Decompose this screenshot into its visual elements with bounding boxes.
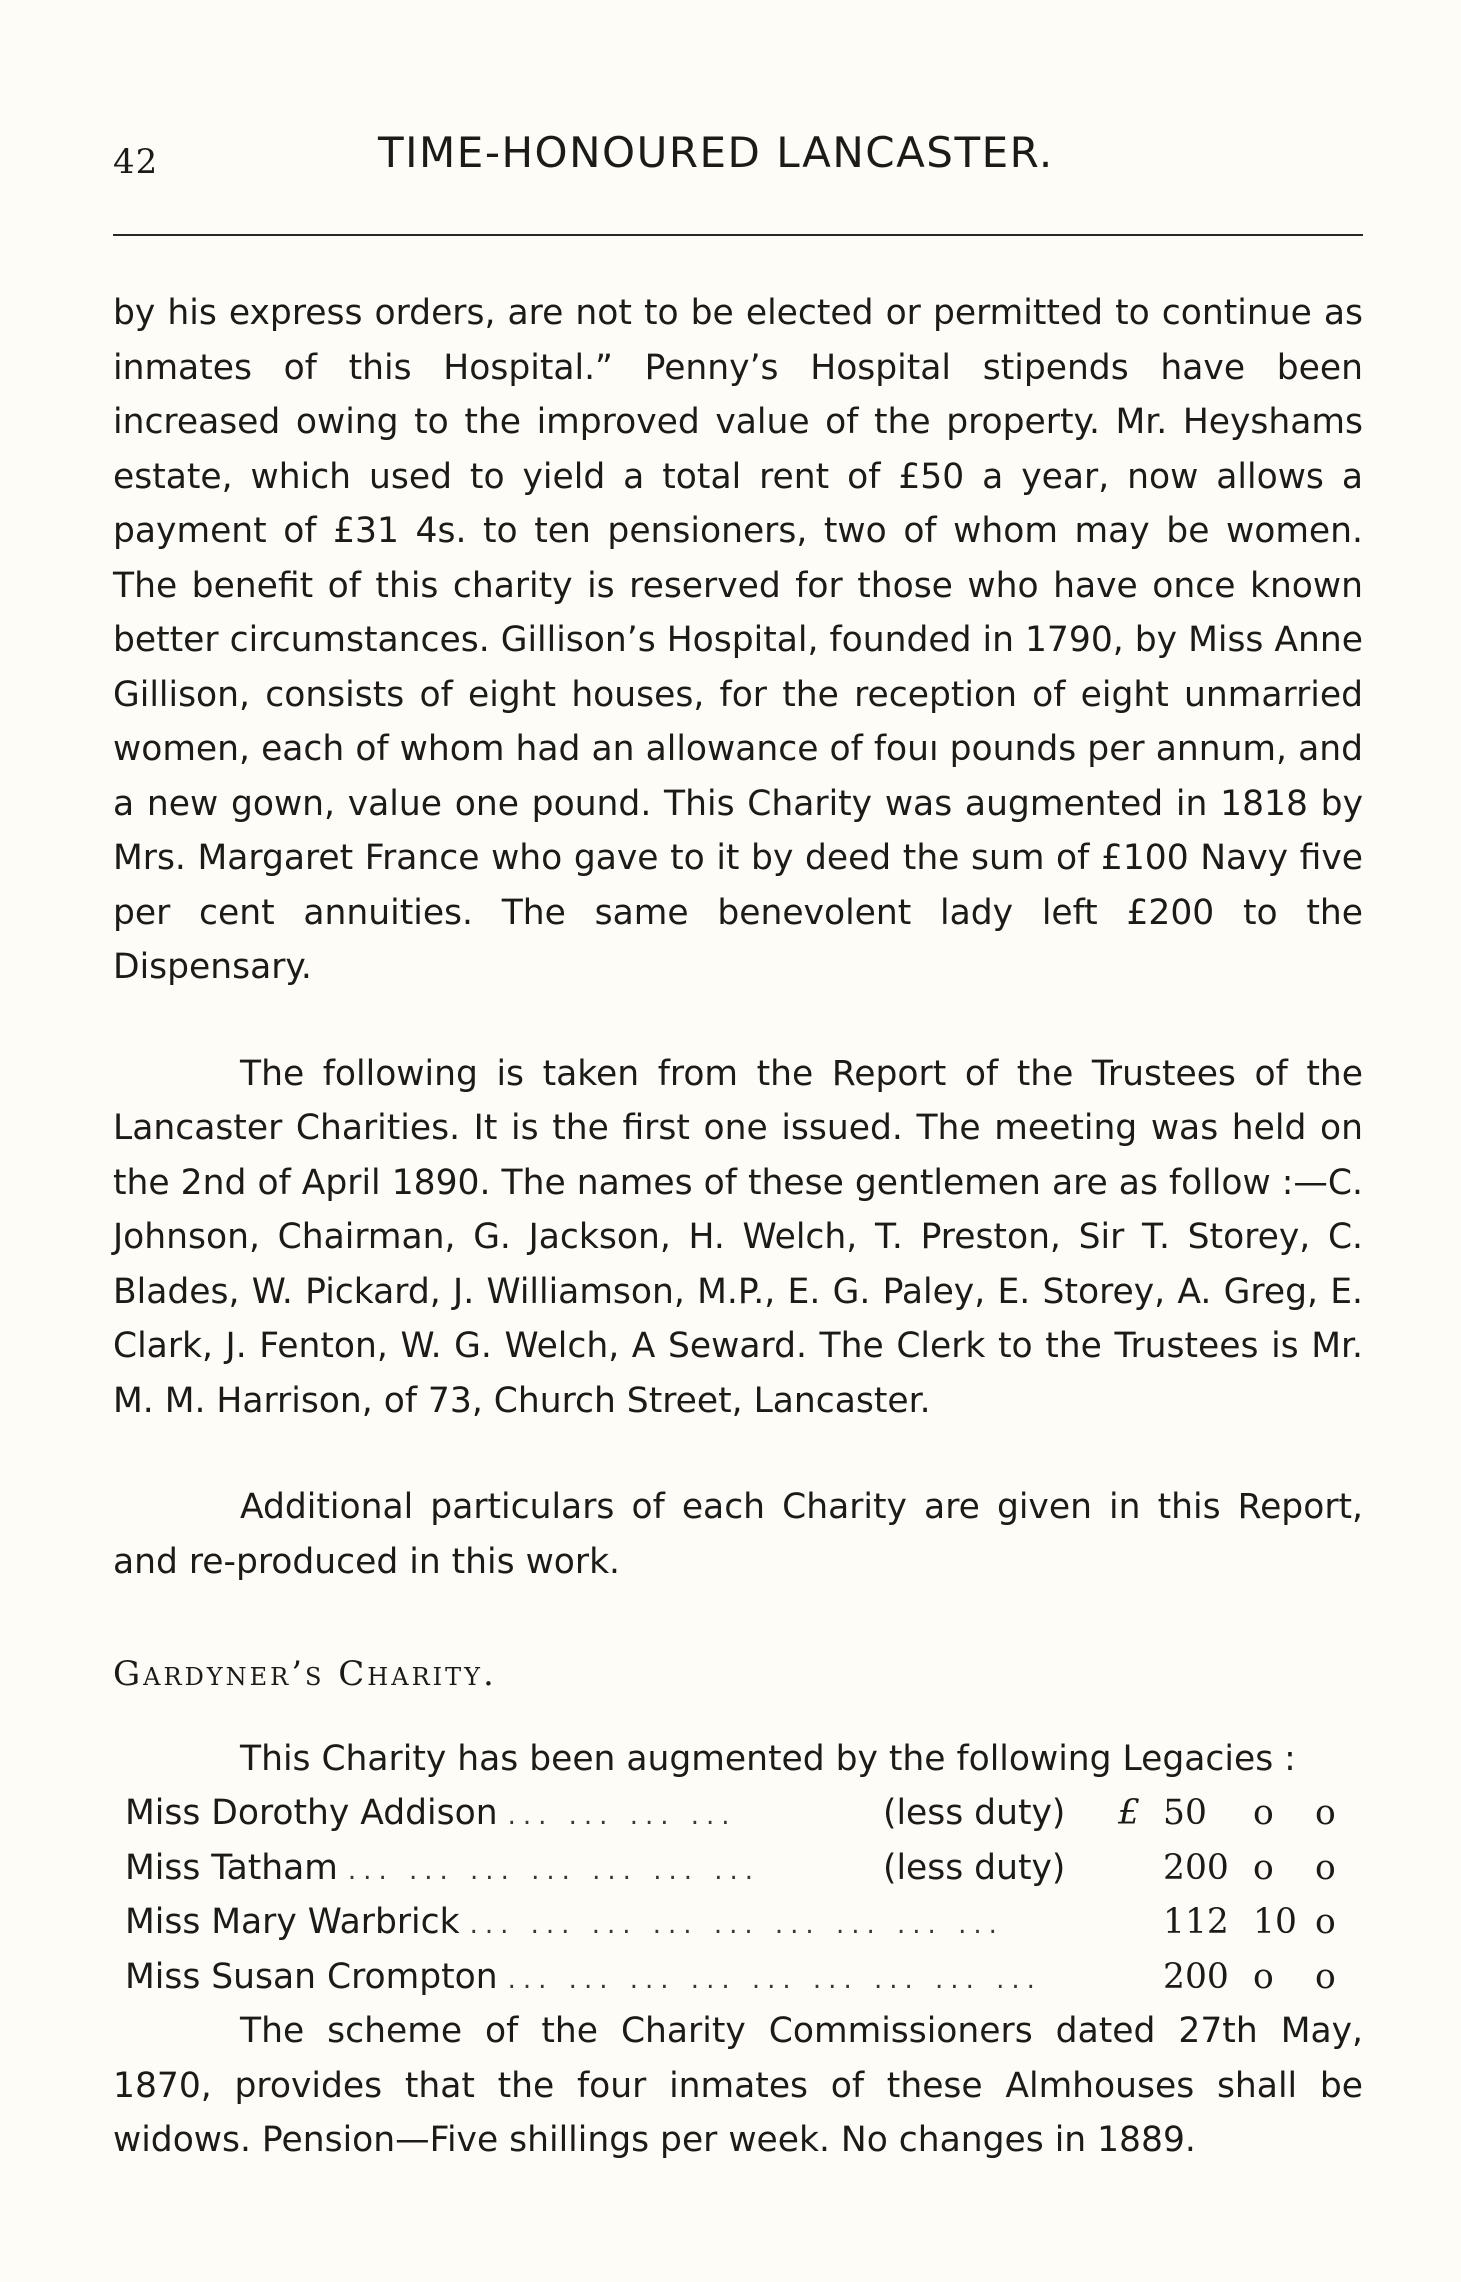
legacies-list	[113, 1786, 1363, 2004]
paragraph-additional-particulars: Additional particulars of each Charity are given in this Report, and re-produced in this work.	[113, 1487, 1363, 1582]
amount-pence: o	[1315, 1902, 1336, 1942]
amount-pence: o	[1315, 1847, 1336, 1888]
amount-pence: o	[1315, 1956, 1336, 1997]
legacy-note: (less duty)	[883, 1793, 1066, 1833]
legacy-amount	[1163, 1841, 1363, 1896]
amount-pounds: 200	[1163, 1956, 1229, 1997]
legacy-name: Miss Dorothy Addison	[125, 1793, 498, 1833]
amount-shillings: o	[1253, 1847, 1274, 1888]
legacy-row	[113, 1841, 1363, 1896]
legacy-name: Miss Mary Warbrick	[125, 1902, 460, 1942]
amount-shillings: 10	[1253, 1902, 1297, 1942]
body-text	[113, 286, 1363, 2168]
paragraph-penny-hospital: by his express orders, are not to be elected or permitted to continue as inmates of this Hospital.” Penny’s Hospital stipends have been increased owing to the improved value of the property. Mr. Heyshams estate, which used to yield a total rent of £50 a year, now allows a payment of £31 4s. to ten pensioners, two of whom may be women. The benefit of this charity is reserved for those who have once known better circumstances. Gillison’s Hospital, founded in 1790, by Miss Anne Gillison, consists of eight houses, for the reception of eight unmarried women, each of whom had an allowance of fouı pounds per annum, and a new gown, value one pound. This Charity was augmented in 1818 by Mrs. Margaret France who gave to it by deed the sum of £100 Navy five per cent annuities. The same benevolent lady left £200 to the Dispensary.	[113, 293, 1363, 987]
paragraph-commissioners-scheme: The scheme of the Charity Commissioners dated 27th May, 1870, provides that the four inmates of these Almhouses shall be widows. Pension—Five shillings per week. No changes in 1889.	[113, 2011, 1363, 2160]
page-header	[113, 128, 1363, 188]
page-number: 42	[113, 142, 159, 182]
legacy-name: Miss Tatham	[125, 1847, 338, 1888]
legacy-note: (less duty)	[883, 1847, 1066, 1888]
legacy-row	[113, 1786, 1363, 1841]
amount-shillings: o	[1253, 1793, 1274, 1833]
amount-pence: o	[1315, 1793, 1336, 1833]
dot-leader: ... ... ... ... ... ... ... ... ...	[507, 1964, 1042, 1995]
legacy-amount	[1163, 1950, 1363, 2005]
legacy-amount	[1163, 1895, 1363, 1950]
legacy-name: Miss Susan Crompton	[125, 1956, 498, 1997]
dot-leader: ... ... ... ...	[507, 1801, 737, 1831]
legacy-row	[113, 1895, 1363, 1950]
amount-pounds: 200	[1163, 1847, 1229, 1888]
amount-pounds: 112	[1163, 1902, 1229, 1942]
currency-symbol: £	[1118, 1793, 1140, 1833]
legacies-intro: This Charity has been augmented by the following Legacies :	[240, 1738, 1296, 1779]
header-rule	[113, 234, 1363, 236]
amount-shillings: o	[1253, 1956, 1274, 1997]
legacy-row	[113, 1950, 1363, 2005]
section-heading: Gardyner’s Charity.	[113, 1654, 497, 1694]
amount-pounds: 50	[1163, 1793, 1207, 1833]
paragraph-trustees-report: The following is taken from the Report of the Trustees of the Lancaster Charities. It is the first one issued. The meeting was held on the 2nd of April 1890. The names of these gentlemen are as follow :—C. Johnson, Chairman, G. Jackson, H. Welch, T. Preston, Sir T. Storey, C. Blades, W. Pickard, J. Williamson, M.P., E. G. Paley, E. Storey, A. Greg, E. Clark, J. Fenton, W. G. Welch, A Seward. The Clerk to the Trustees is Mr. M. M. Harrison, of 73, Church Street, Lancaster.	[113, 1053, 1363, 1421]
legacy-amount	[1163, 1786, 1363, 1841]
dot-leader: ... ... ... ... ... ... ...	[347, 1855, 761, 1886]
dot-leader: ... ... ... ... ... ... ... ... ...	[469, 1910, 1004, 1940]
running-title: TIME-HONOURED LANCASTER.	[378, 128, 1054, 177]
